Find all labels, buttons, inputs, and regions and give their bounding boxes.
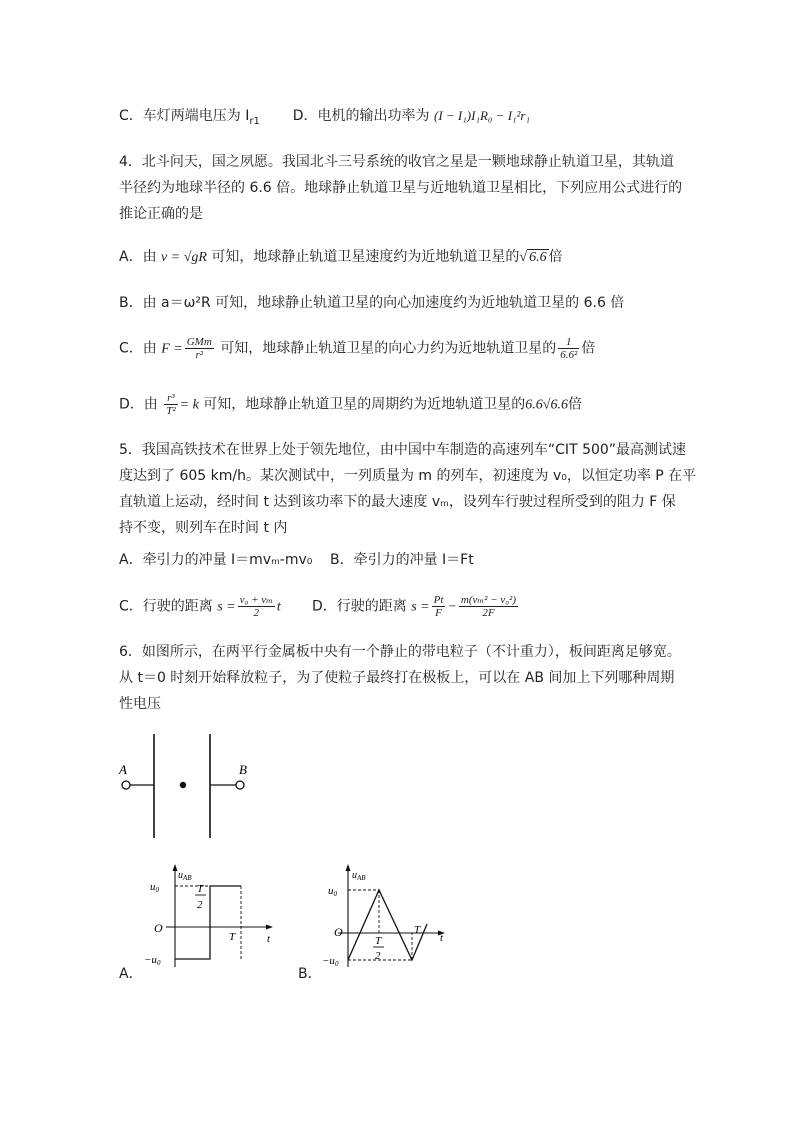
q4-option-d-text: 可知，地球静止轨道卫星的周期约为近地轨道卫星的 xyxy=(203,396,526,413)
q4-option-c-value: $\frac{1}{\text{6.6²}}$ xyxy=(560,336,578,361)
q6-stem-line-3: 性电压 xyxy=(119,696,161,712)
graph-a-origin: O xyxy=(154,921,163,935)
q3-option-d: D．电机的输出功率为 xyxy=(292,108,430,124)
q5-stem-line-2: 度达到了 605 km/h。某次测试中，一列质量为 m 的列车，初速度为 v₀，以恒定功率 P 在平 xyxy=(119,468,697,484)
q3-option-c: C．车灯两端电压为 I xyxy=(119,108,250,124)
q5-option-d-fraction-2: $\frac{\text{m(vₘ² − v₀²)}}{2F}$ xyxy=(460,594,516,619)
q5-option-c-fraction: $\frac{\text{v₀ + vₘ}}{2}$ xyxy=(239,594,273,619)
graph-a-square-wave xyxy=(175,886,241,959)
q6-option-b-label: B． xyxy=(298,966,322,982)
graph-b-x-label: t xyxy=(440,932,444,944)
q3-option-d-formula: (I − I₁)I₁R₀ − I₁²r₁ xyxy=(434,108,531,123)
graph-b-half-T-num: T xyxy=(375,935,382,947)
q5-option-b: B．牵引力的冲量 I＝Ft xyxy=(330,552,474,568)
q5-option-c-left: s = xyxy=(217,599,236,615)
graph-b-y-label: $u_{AB}$ xyxy=(352,870,366,882)
q5-option-d xyxy=(312,594,520,619)
q4-option-a-prefix: A．由 xyxy=(119,249,157,265)
q4-option-d-prefix: D．由 xyxy=(119,396,158,413)
q4-option-c-prefix: C．由 xyxy=(119,340,157,357)
charged-particle xyxy=(180,782,186,788)
q4-stem-line-1: 4．北斗问天，国之夙愿。我国北斗三号系统的收官之星是一颗地球静止轨道卫星，其轨道 xyxy=(119,154,674,170)
q4-option-d xyxy=(119,392,582,417)
q6-graph-b xyxy=(320,862,460,972)
graph-b-half-T-den: 2 xyxy=(375,950,381,962)
graph-a-x-arrow xyxy=(266,925,273,930)
q4-option-d-right: = k xyxy=(179,397,199,413)
graph-a-neg-u0: −u0 xyxy=(144,954,161,967)
q6-option-a-label: A． xyxy=(119,966,143,982)
q4-option-c-fraction: $\frac{\text{GMm}}{\text{r²}}$ xyxy=(186,336,212,361)
q5-option-c-prefix: C．行驶的距离 xyxy=(119,598,213,615)
q5-option-c-tail: t xyxy=(276,599,281,615)
graph-a-y-label: $u_{AB}$ xyxy=(178,870,192,882)
label-a: A xyxy=(119,762,127,777)
graph-b-y-arrow xyxy=(346,864,351,871)
q6-stem-line-2: 从 t＝0 时刻开始释放粒子，为了使粒子最终打在极板上，可以在 AB 间加上下列哪种周期 xyxy=(119,670,675,686)
q4-stem-line-2: 半径约为地球半径的 6.6 倍。地球静止轨道卫星与近地轨道卫星相比，下列应用公式进行的 xyxy=(119,180,683,196)
q6-plates-diagram xyxy=(110,730,270,842)
graph-b-T: T xyxy=(414,924,421,936)
q5-option-c xyxy=(119,594,281,619)
q4-option-d-fraction: $\frac{\text{r³}}{\text{T²}}$ xyxy=(166,392,176,417)
q4-option-d-value: 6.6√6.6 xyxy=(525,397,568,413)
q5-stem-line-4: 持不变，则列车在时间 t 内 xyxy=(119,520,288,536)
graph-a-half-T-den: 2 xyxy=(197,899,203,911)
graph-b-origin: O xyxy=(334,925,343,939)
q4-option-c-formula-left: F = xyxy=(161,341,183,357)
q5-option-a: A．牵引力的冲量 I＝mvₘ-mv₀ xyxy=(119,552,313,568)
q5-option-d-prefix: D．行驶的距离 xyxy=(312,598,407,615)
q4-option-c-end: 倍 xyxy=(581,340,596,357)
q3-option-row: C．车灯两端电压为 $I_{r1}$ D．电机的输出功率为 (I − I₁)I₁R₀ − I₁²r₁ xyxy=(119,108,531,127)
q4-option-b: B．由 a＝ω²R 可知，地球静止轨道卫星的向心加速度约为近地轨道卫星的 6.6 倍 xyxy=(119,295,625,311)
q3-option-c-sub: r xyxy=(249,115,254,127)
q4-option-a-formula: v = √gR xyxy=(161,250,207,265)
terminal-b xyxy=(236,781,244,789)
q4-option-a: A．由 v = √gR 可知，地球静止轨道卫星速度约为近地轨道卫星的√ 6.6 倍 xyxy=(119,249,563,265)
graph-a-T: T xyxy=(229,931,236,943)
graph-a-y-arrow xyxy=(173,864,178,871)
q4-option-c xyxy=(119,336,595,361)
q4-option-a-end: 倍 xyxy=(548,249,563,265)
label-b: B xyxy=(239,762,247,777)
terminal-a xyxy=(122,781,130,789)
graph-b-neg-u0: −u0 xyxy=(322,955,339,968)
graph-a-x-label: t xyxy=(267,933,271,945)
q4-option-c-text: 可知，地球静止轨道卫星的向心力约为近地轨道卫星的 xyxy=(220,340,557,357)
q4-option-a-text: 可知，地球静止轨道卫星速度约为近地轨道卫星的 xyxy=(211,249,520,265)
q4-option-d-end: 倍 xyxy=(567,396,582,413)
graph-a-half-T-num: T xyxy=(197,883,204,895)
q6-graph-a xyxy=(140,862,280,972)
q5-option-d-minus: − xyxy=(447,599,457,615)
q5-option-d-left: s = xyxy=(411,599,430,615)
q4-option-a-value: 6.6 xyxy=(529,250,547,265)
q6-stem-line-1: 6．如图所示，在两平行金属板中央有一个静止的带电粒子（不计重力），板间距离足够宽。 xyxy=(119,644,681,660)
q4-stem-line-3: 推论正确的是 xyxy=(119,206,203,222)
q5-option-d-fraction-1: $\frac{Pt}{F}$ xyxy=(433,594,444,619)
graph-a-u0: u0 xyxy=(150,881,159,894)
q5-stem-line-3: 直轨道上运动，经时间 t 达到该功率下的最大速度 vₘ，设列车行驶过程所受到的阻力 F 保 xyxy=(119,494,676,510)
graph-b-u0: u0 xyxy=(328,885,337,898)
q5-stem-line-1: 5．我国高铁技术在世界上处于领先地位，由中国中车制造的高速列车“CIT 500”最高测试速 xyxy=(119,442,687,458)
